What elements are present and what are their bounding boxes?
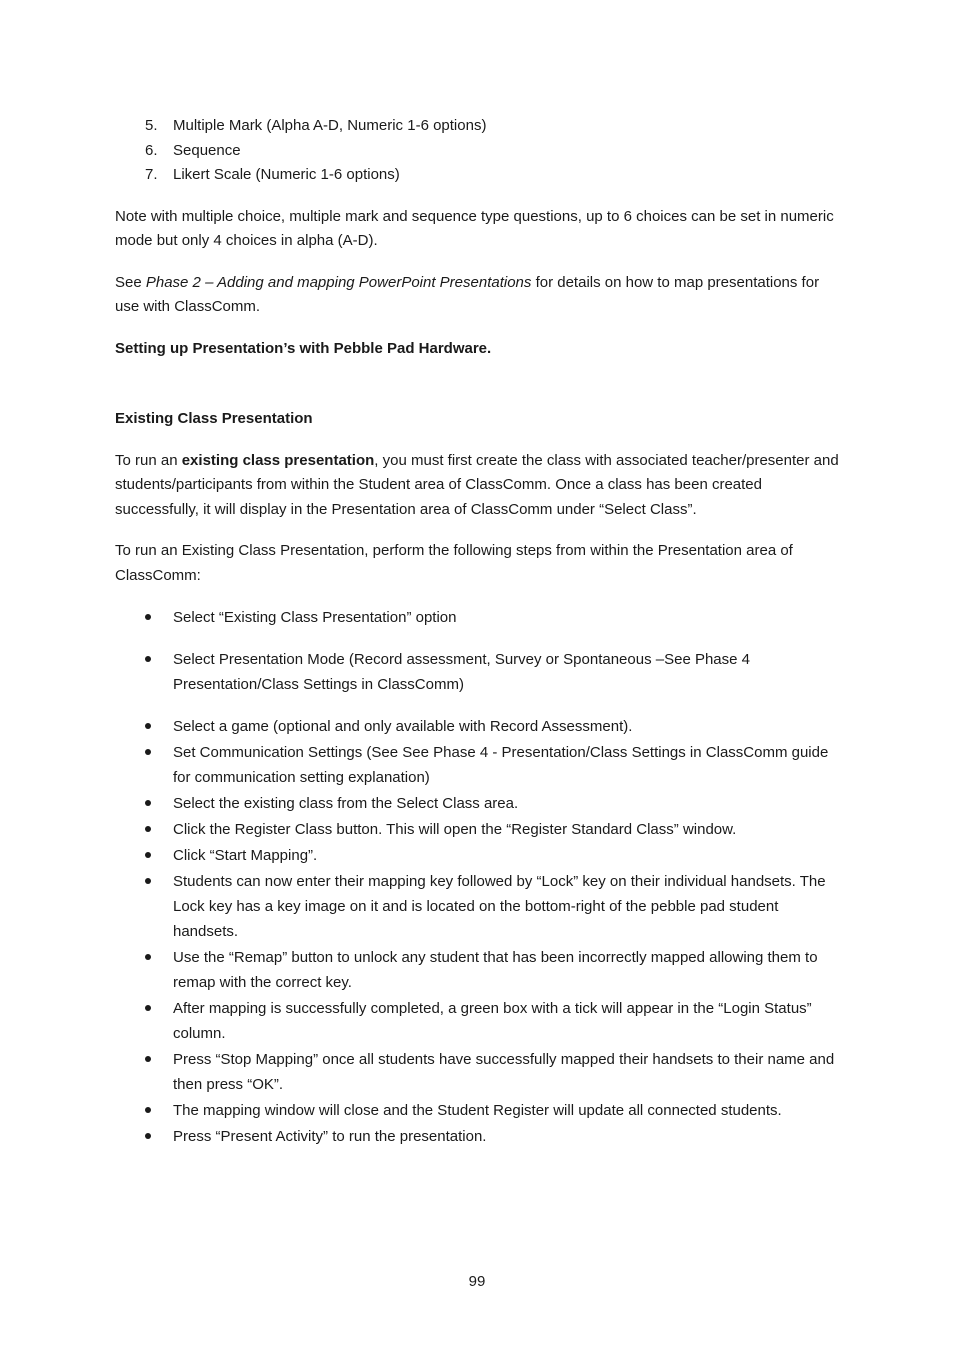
- bullet-text: Press “Stop Mapping” once all students have successfully mapped their handsets to their name and then press “OK”.: [173, 1051, 835, 1093]
- bullet-text: Select Presentation Mode (Record assessment, Survey or Spontaneous –See Phase 4 Presentation/Class Settings in ClassComm): [173, 651, 750, 693]
- bullet-item: [115, 714, 840, 739]
- bullet-text: Click the Register Class button. This will open the “Register Standard Class” window.: [173, 821, 737, 838]
- bullet-dot-icon: [145, 954, 151, 960]
- bullet-text: Use the “Remap” button to unlock any student that has been incorrectly mapped allowing them to remap with the correct key.: [173, 949, 818, 991]
- bullet-dot-icon: [145, 1133, 151, 1139]
- see-paragraph: [115, 271, 840, 320]
- list-item-text: Sequence: [173, 141, 241, 159]
- bullet-text: Students can now enter their mapping key followed by “Lock” key on their individual handsets. The Lock key has a key image on it and is located on the bottom-right of the pebble pad student handsets.: [173, 873, 826, 940]
- section-heading-setup: Setting up Presentation’s with Pebble Pad Hardware.: [115, 339, 492, 357]
- steps-paragraph: To run an Existing Class Presentation, perform the following steps from within the Presentation area of ClassComm:: [115, 542, 793, 584]
- intro-suffix: , you must first create the class with associated teacher/presenter and students/participants from within the Student area of ClassComm. Once a class has been created successfully, it will display in the Presentation area of ClassComm under “Select Class”.: [115, 451, 839, 518]
- list-number: 7.: [145, 166, 158, 183]
- bullet-dot-icon: [145, 878, 151, 884]
- bullet-item: [115, 647, 840, 697]
- bullet-dot-icon: [145, 614, 151, 620]
- bullet-dot-icon: [145, 656, 151, 662]
- bullet-text: Press “Present Activity” to run the presentation.: [173, 1128, 487, 1145]
- list-item: [115, 114, 840, 139]
- bullet-text: The mapping window will close and the Student Register will update all connected students.: [173, 1102, 782, 1119]
- bullet-text: Click “Start Mapping”.: [173, 847, 318, 864]
- bullet-dot-icon: [145, 1107, 151, 1113]
- bullet-item: [115, 945, 840, 995]
- intro-prefix: To run an: [115, 451, 182, 469]
- steps-bullet-list: [115, 605, 840, 1149]
- list-item-text: Likert Scale (Numeric 1-6 options): [173, 166, 400, 183]
- intro-bold: existing class presentation: [181, 451, 375, 469]
- bullet-dot-icon: [145, 723, 151, 729]
- bullet-dot-icon: [145, 826, 151, 832]
- section-heading-existing: Existing Class Presentation: [115, 410, 313, 427]
- see-suffix: for details on how to map presentations for use with ClassComm.: [115, 273, 820, 315]
- list-item: [115, 139, 840, 164]
- page-number: 99: [468, 1273, 486, 1290]
- bullet-item: [115, 869, 840, 944]
- bullet-item: [115, 1124, 840, 1149]
- bullet-text: Set Communication Settings (See See Phase 4 - Presentation/Class Settings in ClassComm guide for communication setting explanation): [173, 744, 829, 786]
- intro-paragraph: [115, 449, 840, 523]
- bullet-item: [115, 817, 840, 842]
- document-page: [115, 114, 840, 1150]
- list-item: [115, 163, 840, 188]
- numbered-list: [115, 114, 840, 188]
- bullet-item: [115, 605, 840, 630]
- see-prefix: See: [115, 273, 146, 291]
- bullet-text: Select the existing class from the Select Class area.: [173, 795, 519, 812]
- bullet-item: [115, 791, 840, 816]
- bullet-item: [115, 1098, 840, 1123]
- bullet-dot-icon: [145, 852, 151, 858]
- bullet-text: Select a game (optional and only available with Record Assessment).: [173, 718, 633, 735]
- bullet-item: [115, 1047, 840, 1097]
- bullet-text: After mapping is successfully completed, a green box with a tick will appear in the “Login Status” column.: [173, 1000, 812, 1042]
- bullet-dot-icon: [145, 749, 151, 755]
- see-reference: Phase 2 – Adding and mapping PowerPoint Presentations: [145, 273, 532, 291]
- bullet-dot-icon: [145, 800, 151, 806]
- bullet-text: Select “Existing Class Presentation” option: [173, 609, 457, 626]
- bullet-dot-icon: [145, 1005, 151, 1011]
- list-number: 5.: [145, 117, 158, 134]
- list-number: 6.: [145, 141, 158, 159]
- bullet-dot-icon: [145, 1056, 151, 1062]
- note-paragraph: Note with multiple choice, multiple mark and sequence type questions, up to 6 choices can be set in numeric mode but only 4 choices in alpha (A-D).: [115, 207, 834, 249]
- bullet-item: [115, 843, 840, 868]
- bullet-item: [115, 996, 840, 1046]
- bullet-item: [115, 740, 840, 790]
- list-item-text: Multiple Mark (Alpha A-D, Numeric 1-6 options): [173, 117, 487, 134]
